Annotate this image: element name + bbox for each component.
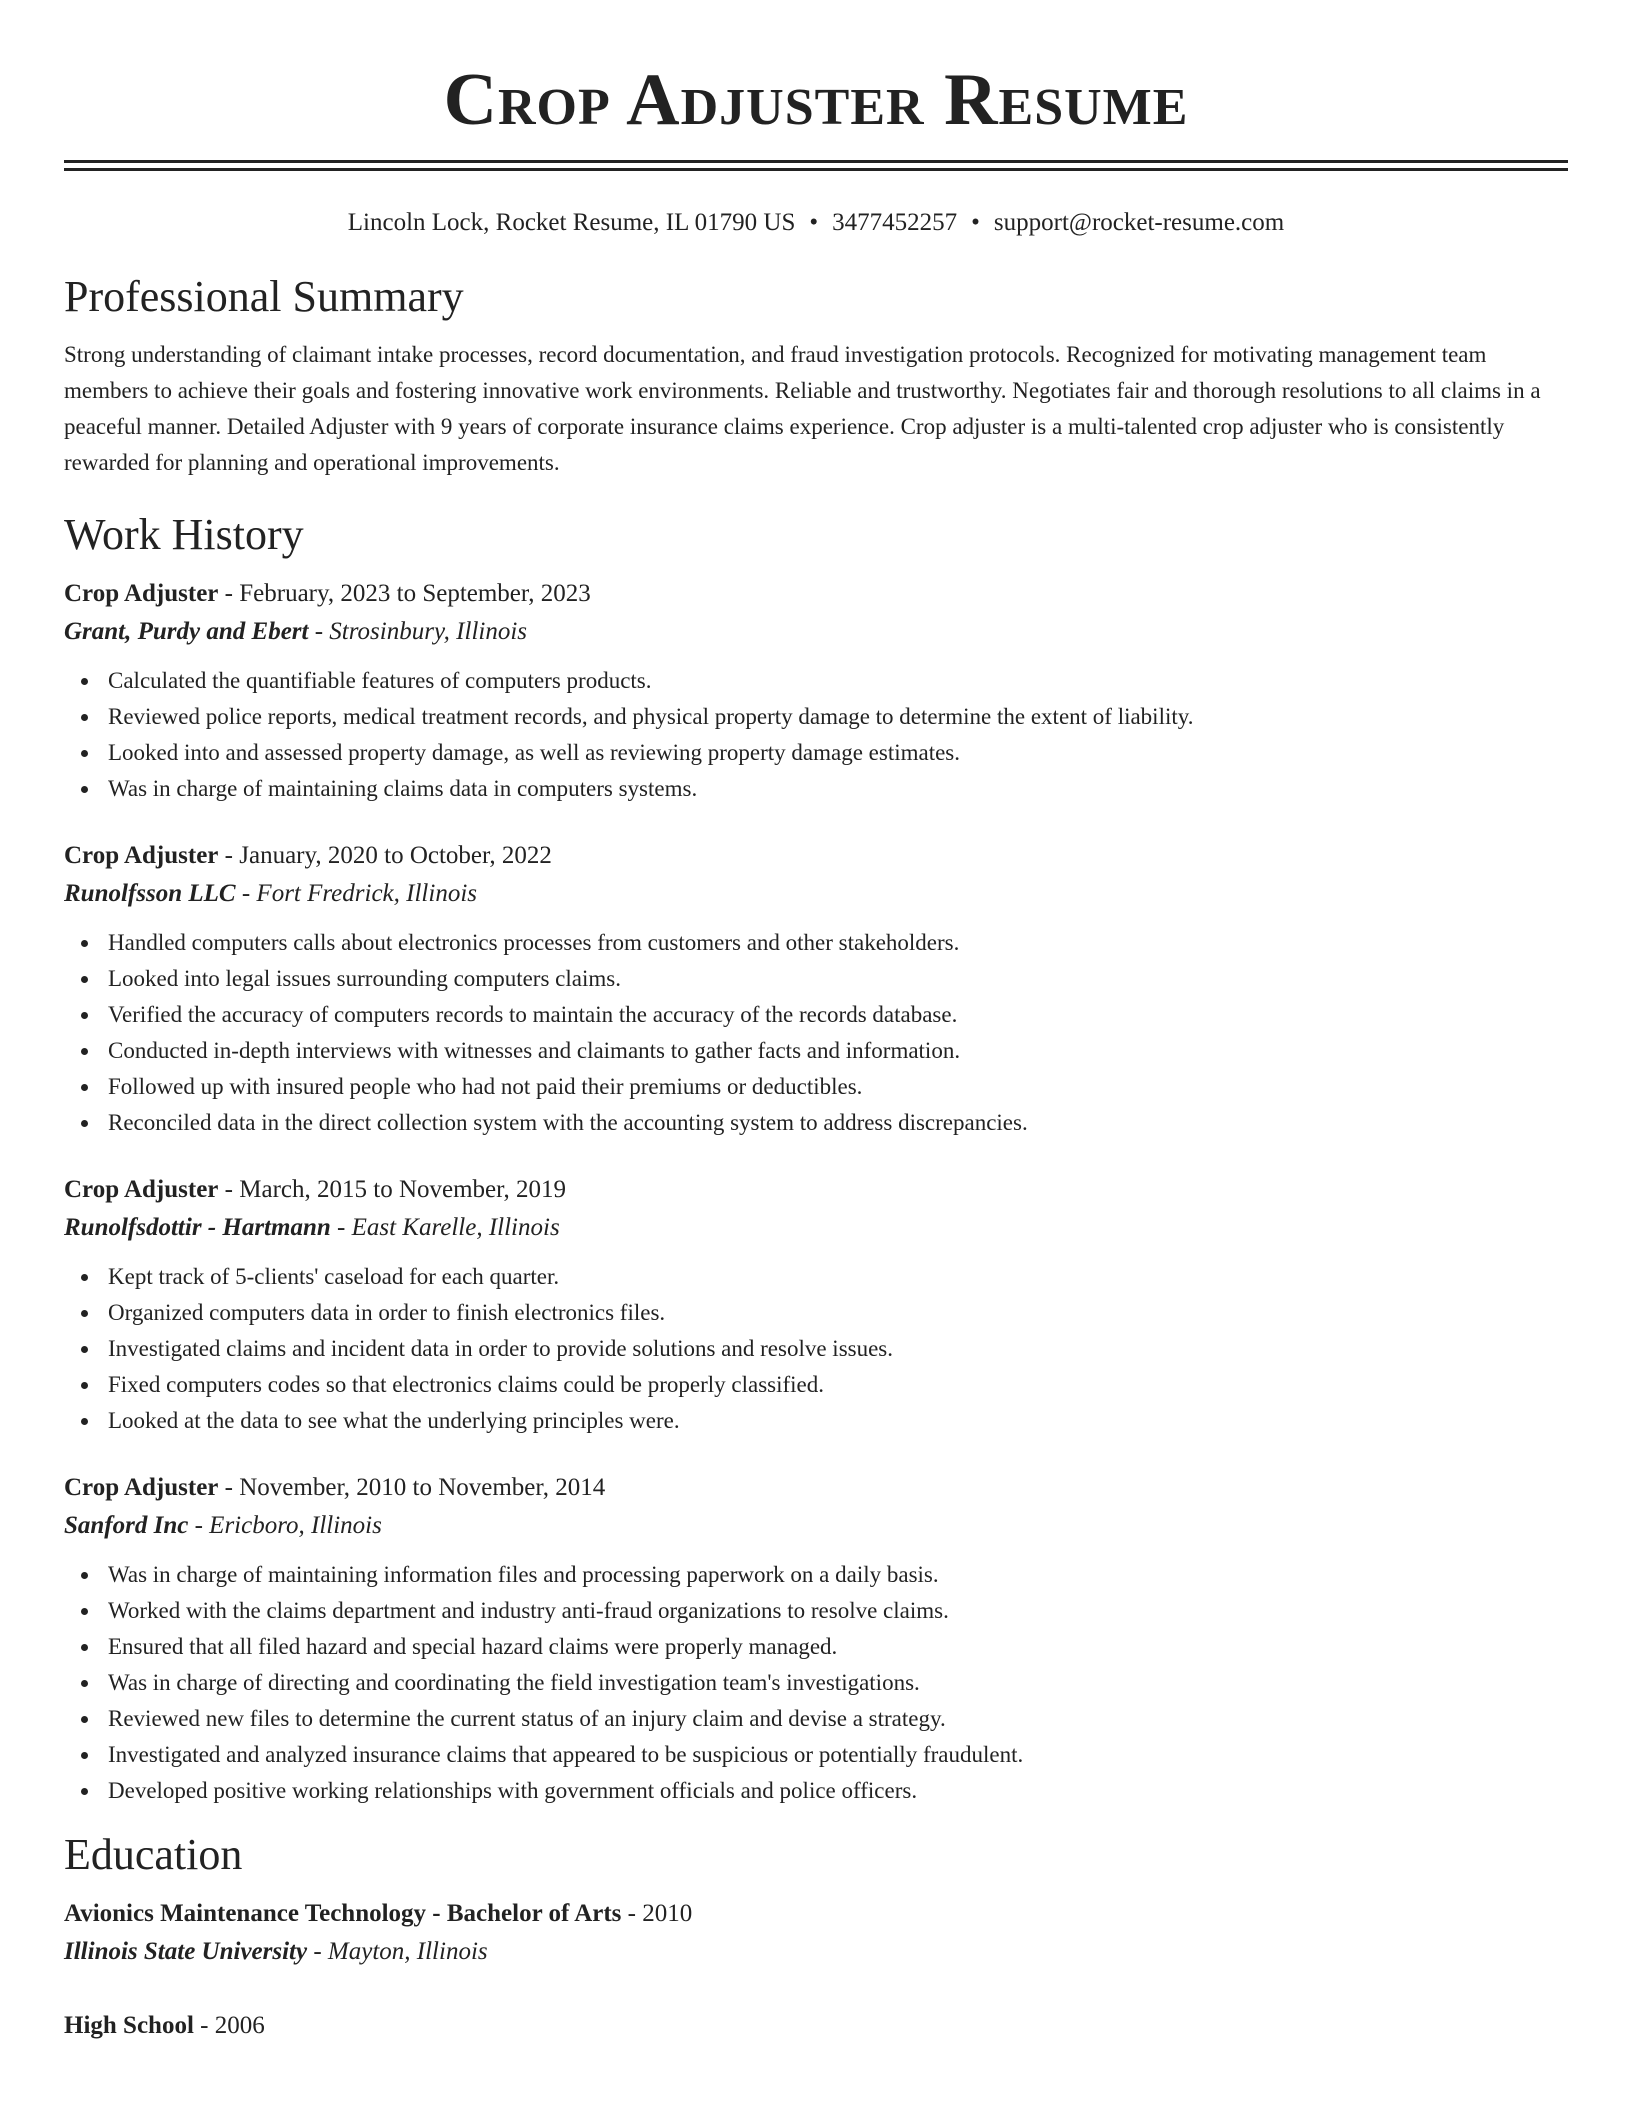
contact-email: support@rocket-resume.com [993,209,1285,236]
list-item: Ensured that all filed hazard and special hazard claims were properly managed. [108,1629,1568,1665]
list-item: Reviewed new files to determine the current status of an injury claim and devise a strategy. [108,1701,1568,1737]
contact-address: Lincoln Lock, Rocket Resume, IL 01790 US [347,209,796,236]
education-entry [64,1895,1568,1971]
job-duties-list [64,925,1568,1141]
education-header [64,1895,1568,1933]
job-dates: - March, 2015 to November, 2019 [218,1176,566,1203]
list-item: Was in charge of maintaining claims data in computers systems. [108,771,1568,807]
list-item: Looked into legal issues surrounding computers claims. [108,961,1568,997]
list-item: Was in charge of maintaining information files and processing paperwork on a daily basis. [108,1557,1568,1593]
education-school-line [64,1933,1568,1971]
list-item: Verified the accuracy of computers records to maintain the accuracy of the records database. [108,997,1568,1033]
list-item: Worked with the claims department and industry anti-fraud organizations to resolve claims. [108,1593,1568,1629]
list-item: Reviewed police reports, medical treatment records, and physical property damage to determine the extent of liability. [108,699,1568,735]
education-school: Illinois State University [64,1938,308,1965]
job-entry [64,1171,1568,1439]
job-entry [64,1469,1568,1809]
section-heading-education: Education [64,1830,243,1879]
list-item: Reconciled data in the direct collection system with the accounting system to address discrepancies. [108,1105,1568,1141]
list-item: Investigated claims and incident data in order to provide solutions and resolve issues. [108,1331,1568,1367]
job-role: Crop Adjuster [64,1474,219,1501]
job-dates: - January, 2020 to October, 2022 [218,842,552,869]
work-history-section [64,509,1568,1809]
list-item: Conducted in-depth interviews with witnesses and claimants to gather facts and information. [108,1033,1568,1069]
list-item: Investigated and analyzed insurance claims that appeared to be suspicious or potentially fraudulent. [108,1737,1568,1773]
list-item: Was in charge of directing and coordinating the field investigation team's investigations. [108,1665,1568,1701]
education-year: - 2006 [193,2012,265,2039]
job-location: - Fort Fredrick, Illinois [235,880,477,907]
resume-title: Crop Adjuster Resume [443,59,1189,141]
job-employer [64,875,1568,913]
list-item: Kept track of 5-clients' caseload for each quarter. [108,1259,1568,1295]
education-section [64,1829,1568,2045]
job-location: - Strosinbury, Illinois [308,618,528,645]
professional-summary-section [64,271,1568,481]
list-item: Calculated the quantifiable features of computers products. [108,663,1568,699]
list-item: Fixed computers codes so that electronics claims could be properly classified. [108,1367,1568,1403]
education-entry [64,2007,1568,2045]
job-duties-list [64,663,1568,807]
education-year: - 2010 [621,1900,693,1927]
education-header [64,2007,1568,2045]
contact-phone: 3477452257 [832,209,958,236]
list-item: Developed positive working relationships with government officials and police officers. [108,1773,1568,1809]
list-item: Handled computers calls about electronics processes from customers and other stakeholders. [108,925,1568,961]
job-role: Crop Adjuster [64,580,219,607]
job-header [64,575,1568,613]
contact-separator: • [971,209,980,236]
title-divider [64,160,1568,171]
job-duties-list [64,1259,1568,1439]
education-degree: Avionics Maintenance Technology - Bachelor of Arts [64,1900,622,1927]
contact-line [64,205,1568,241]
list-item: Organized computers data in order to finish electronics files. [108,1295,1568,1331]
education-degree: High School [64,2012,194,2039]
job-dates: - February, 2023 to September, 2023 [218,580,591,607]
list-item: Looked at the data to see what the underlying principles were. [108,1403,1568,1439]
section-heading-work-history: Work History [64,510,304,559]
section-heading-summary: Professional Summary [64,272,464,321]
job-entry [64,575,1568,807]
job-location: - Ericboro, Illinois [188,1512,382,1539]
job-employer [64,1507,1568,1545]
list-item: Followed up with insured people who had not paid their premiums or deductibles. [108,1069,1568,1105]
job-company: Runolfsdottir - Hartmann [64,1214,331,1241]
job-header [64,1171,1568,1209]
job-entry [64,837,1568,1141]
job-employer [64,613,1568,651]
job-duties-list [64,1557,1568,1809]
job-dates: - November, 2010 to November, 2014 [218,1474,606,1501]
job-company: Sanford Inc [64,1512,189,1539]
education-location: - Mayton, Illinois [307,1938,488,1965]
job-header [64,1469,1568,1507]
job-company: Grant, Purdy and Ebert [64,618,309,645]
job-location: - East Karelle, Illinois [330,1214,560,1241]
job-header [64,837,1568,875]
job-employer [64,1209,1568,1247]
list-item: Looked into and assessed property damage, as well as reviewing property damage estimates. [108,735,1568,771]
job-role: Crop Adjuster [64,1176,219,1203]
job-role: Crop Adjuster [64,842,219,869]
contact-separator: • [809,209,819,236]
job-company: Runolfsson LLC [64,880,236,907]
summary-text: Strong understanding of claimant intake processes, record documentation, and fraud investigation protocols. Recognized for motivating management team members to achieve their goals and fostering innovative work environments. Reliable and trustworthy. Negotiates fair and thorough resolutions to all claims in a peaceful manner. Detailed Adjuster with 9 years of corporate insurance claims experience. Crop adjuster is a multi-talented crop adjuster who is consistently rewarded for planning and operational improvements. [64,342,1541,475]
